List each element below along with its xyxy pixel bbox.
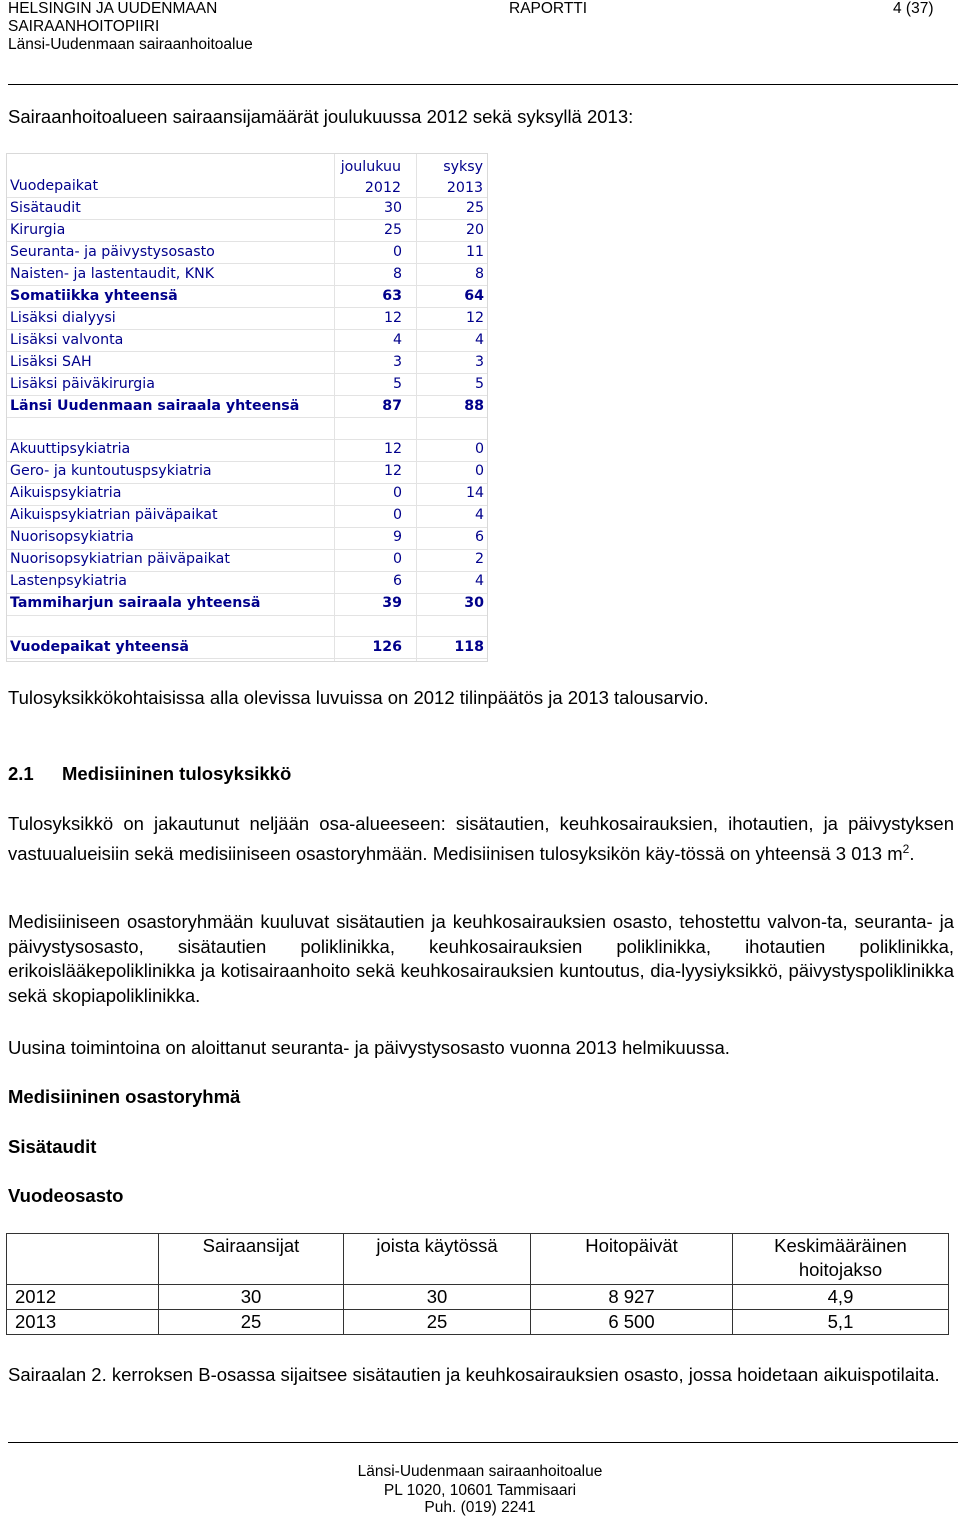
sheet-col1-header-line1: joulukuu [340, 159, 401, 175]
sheet-row-value-2012: 126 [372, 638, 402, 655]
ward-statistics-table [6, 1233, 949, 1335]
table-cell: 25 [344, 1310, 531, 1335]
sheet-row-value-2013: 64 [464, 287, 484, 304]
sheet-row [7, 549, 487, 571]
sheet-row-value-2012: 3 [392, 353, 402, 370]
sheet-row-value-2013: 4 [474, 331, 484, 348]
sheet-row [7, 374, 487, 396]
sheet-row-label: Sisätaudit [10, 199, 81, 216]
sheet-row-value-2012: 9 [392, 529, 402, 546]
sheet-row-label: Kirurgia [10, 221, 66, 238]
sheet-row [7, 615, 487, 637]
table-cell: 2013 [7, 1310, 159, 1335]
sheet-gridline [7, 658, 487, 659]
sheet-row-value-2012: 12 [383, 309, 402, 326]
footer-line1: Länsi-Uudenmaan sairaanhoitoalue [357, 1463, 603, 1480]
sheet-row-value-2013: 88 [464, 397, 484, 414]
header-page-number: 4 (37) [893, 0, 934, 17]
sheet-row [7, 396, 487, 418]
sheet-row [7, 330, 487, 352]
sheet-row-value-2012: 0 [392, 485, 402, 502]
table-header-cell: Sairaansijat [159, 1234, 344, 1285]
sheet-row [7, 439, 487, 461]
sheet-col1-header-line2: 2012 [364, 180, 401, 196]
sheet-row-value-2012: 0 [392, 551, 402, 568]
header-org-line3: Länsi-Uudenmaan sairaanhoitoalue [8, 36, 253, 53]
sheet-row [7, 461, 487, 483]
footer-line3: Puh. (019) 2241 [424, 1499, 536, 1516]
table-cell: 4,9 [733, 1285, 949, 1310]
sheet-row-value-2013: 2 [474, 551, 484, 568]
sheet-row-value-2012: 0 [392, 243, 402, 260]
sheet-col2-header-line2: 2013 [446, 180, 483, 196]
sheet-row-value-2012: 5 [392, 375, 402, 392]
sheet-row-value-2013: 4 [474, 507, 484, 524]
section-number: 2.1 [8, 763, 34, 784]
sheet-row [7, 220, 487, 242]
sheet-row [7, 242, 487, 264]
sheet-row-value-2012: 6 [392, 573, 402, 590]
sheet-row-label: Vuodepaikat yhteensä [10, 638, 189, 655]
footer-line2: PL 1020, 10601 Tammisaari [383, 1482, 577, 1499]
sheet-row [7, 264, 487, 286]
table-row [7, 1285, 949, 1310]
section-title: Medisiininen tulosyksikkö [62, 763, 292, 784]
header-organization [8, 0, 253, 54]
sheet-row-value-2013: 3 [474, 353, 484, 370]
sheet-row-value-2013: 8 [474, 265, 484, 282]
table-cell: 5,1 [733, 1310, 949, 1335]
sheet-row-label: Gero- ja kuntoutuspsykiatria [10, 463, 212, 480]
sheet-row-value-2012: 39 [382, 595, 402, 612]
sheet-row-label: Lastenpsykiatria [10, 573, 127, 590]
sheet-row-label: Lisäksi valvonta [10, 331, 124, 348]
sheet-row-value-2012: 30 [383, 199, 402, 216]
table-cell: 2012 [7, 1285, 159, 1310]
paragraph-1-superscript: 2 [902, 841, 910, 856]
sheet-row-value-2013: 4 [474, 573, 484, 590]
heading-osastoryhma: Medisiininen osastoryhmä [8, 1086, 241, 1107]
sheet-row-value-2012: 4 [392, 331, 402, 348]
sheet-row-value-2012: 0 [392, 507, 402, 524]
sheet-row-label: Nuorisopsykiatrian päiväpaikat [10, 551, 230, 568]
paragraph-1-end: . [909, 842, 915, 864]
sheet-row-value-2013: 30 [464, 595, 484, 612]
table-row [7, 1310, 949, 1335]
sheet-row-value-2012: 63 [382, 287, 402, 304]
sheet-row-value-2012: 12 [383, 463, 402, 480]
sheet-row-label: Lisäksi dialyysi [10, 309, 116, 326]
sheet-row-label: Lisäksi SAH [10, 353, 92, 370]
sheet-row [7, 308, 487, 330]
sheet-row-value-2013: 5 [474, 375, 484, 392]
sheet-row-label: Nuorisopsykiatria [10, 529, 134, 546]
sheet-row [7, 483, 487, 505]
sheet-row-label: Länsi Uudenmaan sairaala yhteensä [10, 397, 300, 414]
sheet-row-value-2013: 20 [465, 221, 484, 238]
intro-heading: Sairaanhoitoalueen sairaansijamäärät joulukuussa 2012 sekä syksyllä 2013: [8, 106, 634, 127]
sheet-row-label: Seuranta- ja päivystysosasto [10, 243, 215, 260]
bed-count-sheet [6, 153, 488, 662]
table-cell: 30 [159, 1285, 344, 1310]
sheet-row-label: Tammiharjun sairaala yhteensä [10, 595, 261, 612]
header-org-line2: SAIRAANHOITOPIIRI [8, 18, 160, 35]
sheet-row-label: Aikuispsykiatria [10, 485, 122, 502]
sheet-row-label: Aikuispsykiatrian päiväpaikat [10, 507, 218, 524]
header-divider [8, 84, 958, 85]
sheet-row-value-2012: 87 [382, 397, 402, 414]
sheet-row [7, 286, 487, 308]
sheet-row-label: Vuodepaikat [10, 178, 99, 194]
paragraph-3: Uusina toimintoina on aloittanut seuranta- ja päivystysosasto vuonna 2013 helmikuussa. [8, 1037, 730, 1058]
sheet-row-value-2013: 0 [474, 463, 484, 480]
table-cell: 8 927 [531, 1285, 733, 1310]
sheet-row [7, 505, 487, 527]
table-header-cell: joista käytössä [344, 1234, 531, 1285]
sheet-row-value-2013: 0 [474, 441, 484, 458]
sheet-row-value-2013: 118 [454, 638, 484, 655]
sheet-row-value-2013: 12 [465, 309, 484, 326]
table-cell: 25 [159, 1310, 344, 1335]
sheet-row [7, 198, 487, 220]
paragraph-4: Sairaalan 2. kerroksen B-osassa sijaitsee sisätautien ja keuhkosairauksien osasto, jossa hoidetaan aikuispotilaita. [8, 1364, 940, 1385]
heading-sisataudit: Sisätaudit [8, 1136, 97, 1157]
paragraph-2: Medisiiniseen osastoryhmään kuuluvat sisätautien ja keuhkosairauksien osasto, tehostettu valvon-ta, seuranta- ja päivystysosasto, sisätautien poliklinikka, keuhkosairauksien poliklinikka, ihotautien poliklinikka, erikoislääkepoliklinikka ja kotisairaanhoito sekä keuhkosairauksien kuntoutus, dia-lyysiyksikkö, päivystyspoliklinikka sekä skopiapoliklinikka. [8, 911, 954, 1006]
sheet-row-label: Akuuttipsykiatria [10, 441, 131, 458]
paragraph-1 [8, 812, 954, 866]
table-header-cell [7, 1234, 159, 1285]
sheet-row [7, 637, 487, 659]
sheet-row [7, 176, 487, 198]
heading-vuodeosasto: Vuodeosasto [8, 1185, 124, 1206]
sheet-row-value-2012: 12 [383, 441, 402, 458]
table-header-cell: Keskimääräinen hoitojakso [733, 1234, 949, 1285]
note-after-sheet: Tulosyksikkökohtaisissa alla olevissa luvuissa on 2012 tilinpäätös ja 2013 talousarvio. [8, 687, 709, 708]
sheet-row [7, 571, 487, 593]
sheet-row-value-2013: 14 [465, 485, 484, 502]
table-cell: 6 500 [531, 1310, 733, 1335]
sheet-row-label: Somatiikka yhteensä [10, 287, 178, 304]
sheet-row [7, 593, 487, 615]
sheet-row [7, 527, 487, 549]
sheet-row-value-2012: 8 [392, 265, 402, 282]
paragraph-1-text: Tulosyksikkö on jakautunut neljään osa-alueeseen: sisätautien, keuhkosairauksien, ihotautien, ja päivystyksen vastuualueisiin sekä medisiiniseen osastoryhmään. Medisiinisen tulosyksikön käy-tössä on yhteensä 3 013 m [8, 813, 954, 864]
sheet-row-value-2013: 6 [474, 529, 484, 546]
sheet-row-value-2013: 25 [465, 199, 484, 216]
table-header-row [7, 1234, 949, 1285]
table-header-cell: Hoitopäivät [531, 1234, 733, 1285]
sheet-row-value-2013: 11 [465, 243, 484, 260]
table-cell: 30 [344, 1285, 531, 1310]
sheet-row [7, 417, 487, 439]
sheet-row-label: Naisten- ja lastentaudit, KNK [10, 265, 215, 282]
sheet-col2-header-line1: syksy [443, 159, 483, 175]
sheet-row [7, 352, 487, 374]
header-org-line1: HELSINGIN JA UUDENMAAN [8, 0, 218, 17]
sheet-row-value-2012: 25 [383, 221, 402, 238]
footer-divider [8, 1442, 958, 1443]
header-doc-type: RAPORTTI [509, 0, 588, 17]
sheet-row-label: Lisäksi päiväkirurgia [10, 375, 155, 392]
